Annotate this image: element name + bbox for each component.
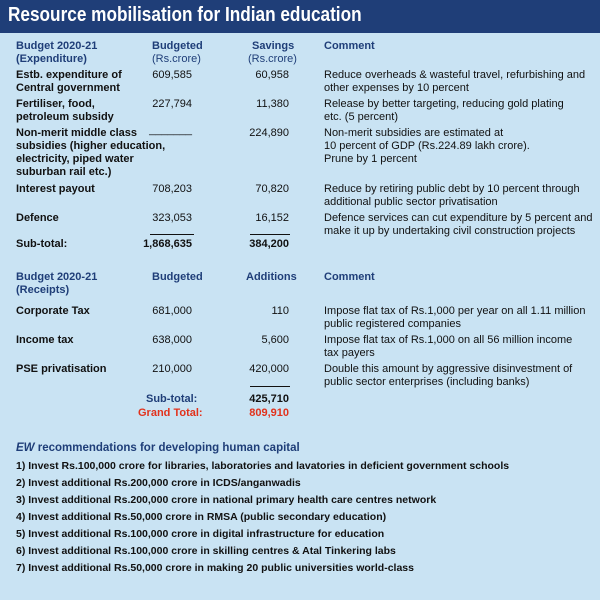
exp-row-item: Central government bbox=[16, 82, 120, 94]
page-title: Resource mobilisation for Indian education bbox=[8, 4, 362, 26]
rec-head-budget: Budget 2020-21 bbox=[16, 271, 98, 283]
recommendation-item: 4) Invest additional Rs.50,000 crore in RMSA (public secondary education) bbox=[16, 511, 387, 523]
exp-row-comment: Reduce by retiring public debt by 10 percent through bbox=[324, 183, 580, 195]
exp-head-budgeted: Budgeted bbox=[152, 40, 203, 52]
rec-row-budgeted: 638,000 bbox=[152, 334, 192, 346]
rec-subtotal-value: 425,710 bbox=[249, 393, 289, 405]
recommendation-item: 1) Invest Rs.100,000 crore for libraries, laboratories and lavatories in deficient government schools bbox=[16, 460, 510, 472]
exp-row-budgeted: _______ bbox=[149, 124, 192, 136]
exp-row-comment: 10 percent of GDP (Rs.224.89 lakh crore). bbox=[324, 140, 530, 152]
rec-row-additions: 5,600 bbox=[261, 334, 289, 346]
grand-total-label: Grand Total: bbox=[138, 407, 203, 419]
exp-row-savings: 60,958 bbox=[255, 69, 289, 81]
rec-row-budgeted: 210,000 bbox=[152, 363, 192, 375]
rec-head-budget-sub: (Receipts) bbox=[16, 284, 70, 296]
exp-head-savings-unit: (Rs.crore) bbox=[248, 53, 297, 65]
rec-head-additions: Additions bbox=[246, 271, 297, 283]
exp-row-comment: Reduce overheads & wasteful travel, refurbishing and bbox=[324, 69, 586, 81]
title-bar bbox=[0, 0, 600, 33]
exp-head-budget-sub: (Expenditure) bbox=[16, 53, 87, 65]
rec-row-comment: Impose flat tax of Rs.1,000 per year on all 1.11 million bbox=[324, 305, 586, 317]
exp-row-savings: 70,820 bbox=[255, 183, 289, 195]
exp-head-savings: Savings bbox=[252, 40, 295, 52]
rec-row-comment: public sector enterprises (including banks) bbox=[324, 376, 530, 388]
exp-head-budgeted-unit: (Rs.crore) bbox=[152, 53, 201, 65]
rec-subtotal-label: Sub-total: bbox=[146, 393, 198, 405]
exp-row-budgeted: 227,794 bbox=[152, 98, 192, 110]
exp-row-comment: etc. (5 percent) bbox=[324, 111, 398, 123]
exp-row-item: petroleum subsidy bbox=[16, 111, 114, 123]
rec-row-comment: Double this amount by aggressive disinvestment of bbox=[324, 363, 573, 375]
exp-row-comment: Defence services can cut expenditure by 5 percent and bbox=[324, 212, 593, 224]
exp-row-comment: additional public sector privatisation bbox=[324, 196, 498, 208]
rec-head-comment: Comment bbox=[324, 271, 375, 283]
rec-row-comment: tax payers bbox=[324, 347, 375, 359]
exp-row-comment: Release by better targeting, reducing gold plating bbox=[324, 98, 564, 110]
recommendation-item: 6) Invest additional Rs.100,000 crore in skilling centres & Atal Tinkering labs bbox=[16, 545, 396, 557]
recommendations-heading bbox=[16, 442, 300, 454]
exp-row-item: Interest payout bbox=[16, 183, 95, 195]
exp-subtotal-label: Sub-total: bbox=[16, 238, 68, 250]
exp-row-budgeted: 323,053 bbox=[152, 212, 192, 224]
exp-row-item: Defence bbox=[16, 212, 59, 224]
exp-row-item: Estb. expenditure of bbox=[16, 69, 122, 81]
ew-label: EW bbox=[16, 442, 35, 454]
subtotal-rule bbox=[250, 386, 290, 387]
recommendation-item: 2) Invest additional Rs.200,000 crore in ICDS/anganwadis bbox=[16, 477, 301, 489]
exp-row-item: suburban rail etc.) bbox=[16, 166, 112, 178]
rec-row-item: PSE privatisation bbox=[16, 363, 107, 375]
exp-row-budgeted: 708,203 bbox=[152, 183, 192, 195]
rec-row-budgeted: 681,000 bbox=[152, 305, 192, 317]
exp-subtotal-budgeted: 1,868,635 bbox=[143, 238, 192, 250]
grand-total-value: 809,910 bbox=[249, 407, 289, 419]
exp-row-comment: Prune by 1 percent bbox=[324, 153, 417, 165]
exp-row-item: Fertiliser, food, bbox=[16, 98, 95, 110]
exp-head-comment: Comment bbox=[324, 40, 375, 52]
rec-row-item: Corporate Tax bbox=[16, 305, 90, 317]
exp-row-item: Non-merit middle class bbox=[16, 127, 138, 139]
exp-row-comment: other expenses by 10 percent bbox=[324, 82, 469, 94]
exp-row-budgeted: 609,585 bbox=[152, 69, 192, 81]
exp-head-budget: Budget 2020-21 bbox=[16, 40, 98, 52]
recommendation-item: 7) Invest additional Rs.50,000 crore in making 20 public universities world-class bbox=[16, 562, 414, 574]
exp-row-savings: 224,890 bbox=[249, 127, 289, 139]
rec-row-comment: public registered companies bbox=[324, 318, 461, 330]
exp-row-item: subsidies (higher education, bbox=[16, 140, 166, 152]
rec-row-additions: 110 bbox=[271, 305, 289, 317]
recommendation-item: 5) Invest additional Rs.100,000 crore in digital infrastructure for education bbox=[16, 528, 385, 540]
subtotal-rule bbox=[150, 234, 194, 235]
exp-row-comment: make it up by undertaking civil construction projects bbox=[324, 225, 576, 237]
exp-row-savings: 11,380 bbox=[256, 98, 289, 110]
exp-row-item: electricity, piped water bbox=[16, 153, 134, 165]
rec-row-comment: Impose flat tax of Rs.1,000 on all 56 million income bbox=[324, 334, 573, 346]
recommendation-item: 3) Invest additional Rs.200,000 crore in national primary health care centres network bbox=[16, 494, 437, 506]
exp-subtotal-savings: 384,200 bbox=[249, 238, 289, 250]
exp-row-comment: Non-merit subsidies are estimated at bbox=[324, 127, 504, 139]
rec-row-item: Income tax bbox=[16, 334, 74, 346]
subtotal-rule bbox=[250, 234, 290, 235]
rec-head-budgeted: Budgeted bbox=[152, 271, 203, 283]
exp-row-savings: 16,152 bbox=[255, 212, 289, 224]
rec-row-additions: 420,000 bbox=[249, 363, 289, 375]
recommendations-heading-text: recommendations for developing human capital bbox=[34, 442, 300, 454]
